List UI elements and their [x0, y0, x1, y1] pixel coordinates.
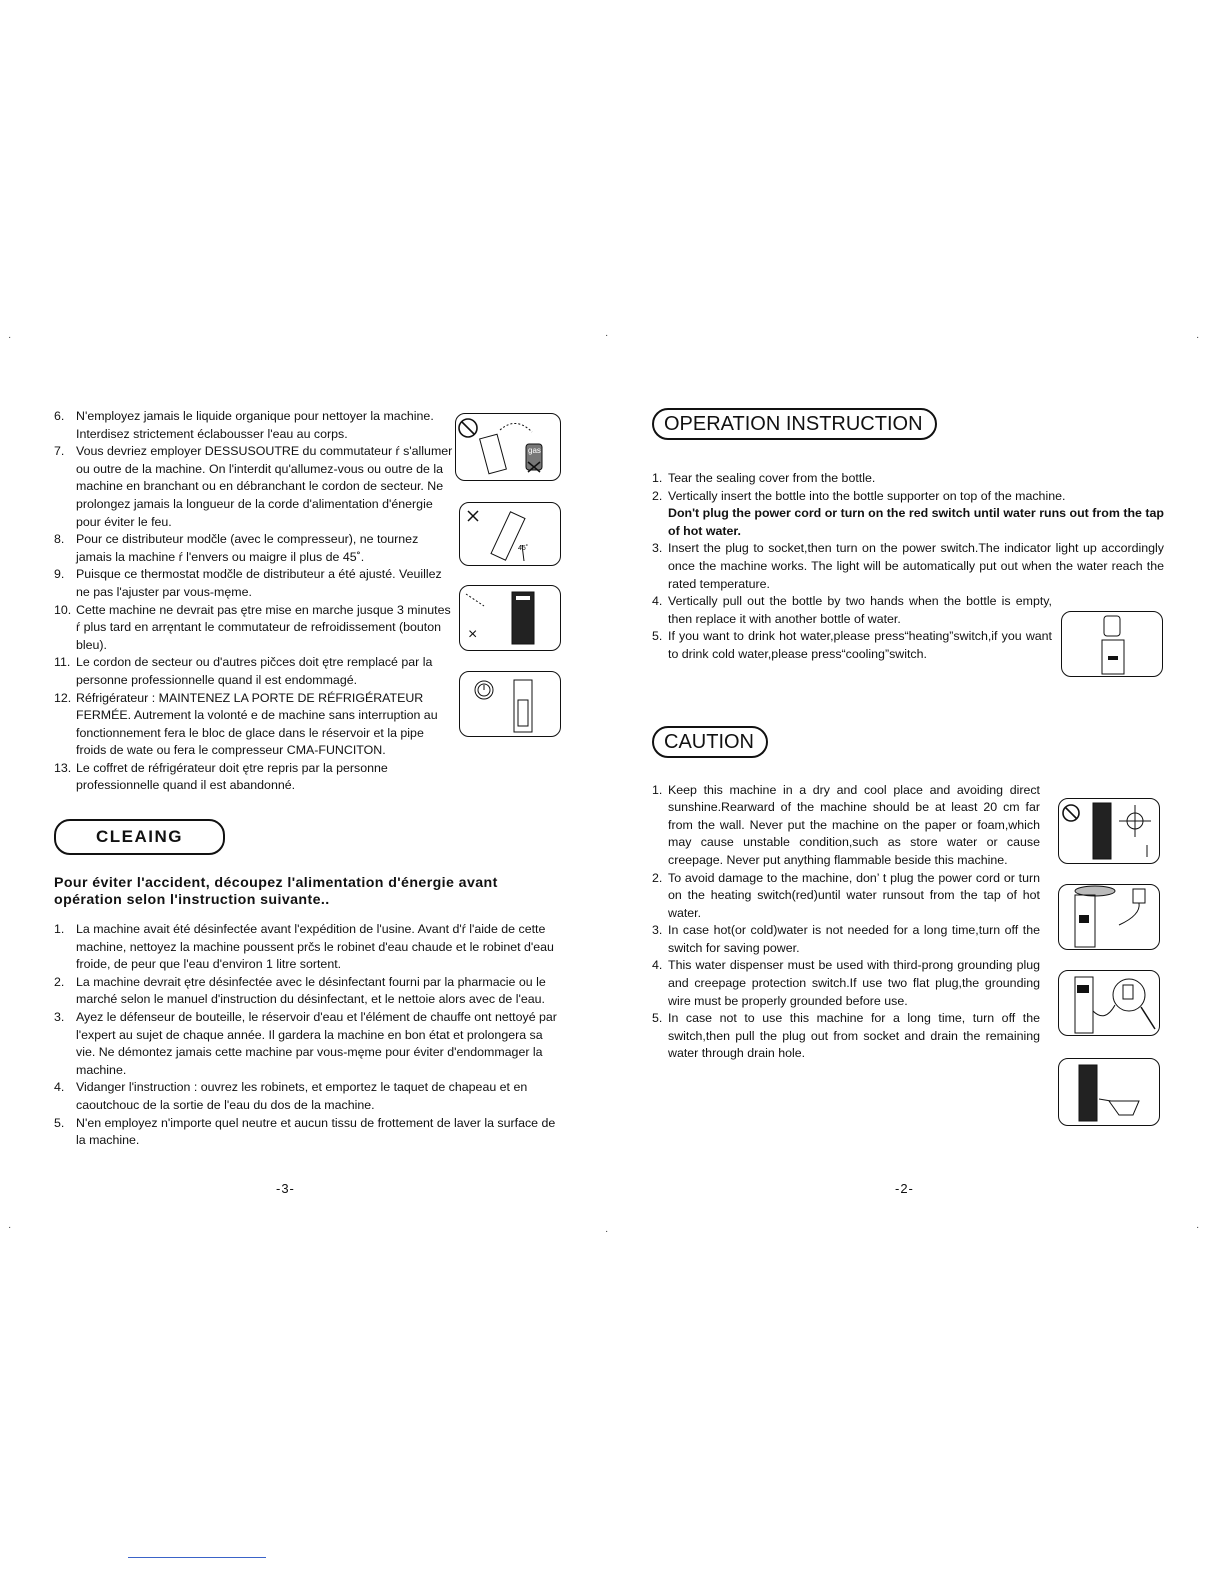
dispenser-bottle-icon: [1062, 612, 1162, 676]
list-item: 8. Pour ce distributeur modčle (avec le compresseur), ne tournez jamais la machine ŕ l'envers ou maigre il plus de 45˚.: [54, 532, 419, 564]
page-number-left: -3-: [276, 1181, 295, 1196]
list-item: 5. N'en employez n'importe quel neutre et aucun tissu de frottement de laver la surface de la machine.: [54, 1115, 556, 1148]
tilted-dispenser-icon: [460, 503, 560, 565]
plug-socket-icon: [1059, 885, 1159, 949]
crop-mark: ·: [8, 1222, 12, 1233]
list-item: 12. Réfrigérateur : MAINTENEZ LA PORTE DE RÉFRIGÉRATEUR FERMÉE. Autrement la volonté e de machine sans interruption au fonctionnement fera le bloc de glace dans le réservoir et la pipe froids de wate ou fera le compresseur CMA-FUNCITON.: [54, 690, 438, 758]
fridge-door-illustration: [459, 671, 561, 737]
crop-mark: ·: [1196, 332, 1200, 343]
caution-heading: CAUTION: [652, 726, 768, 758]
list-item: 2. Vertically insert the bottle into the bottle supporter on top of the machine. Don't plug the power cord or turn on the red switch until water runs out from the tap of hot water.: [652, 488, 1164, 538]
cross-mark: ×: [468, 626, 478, 643]
drain-bucket-icon: [1059, 1059, 1159, 1125]
no-tilt-illustration: [459, 502, 561, 566]
list-item: 1. La machine avait été désinfectée avant l'expédition de l'usine. Avant d'ŕ l'aide de cette machine, nettoyez la machine poussent prčs le robinet d'eau chaude et le robinet d'eau froide, de peur que l'eau d'environ 1 litre sortent.: [54, 922, 554, 972]
operation-warning: Don't plug the power cord or turn on the red switch until water runs out from the tap of hot water.: [668, 506, 1164, 538]
list-item: 6. N'employez jamais le liquide organique pour nettoyer la machine. Interdisez strictement éclabousser l'eau au corps.: [54, 409, 434, 441]
no-splash-icon: [456, 414, 560, 480]
list-item: 2. To avoid damage to the machine, don’ t plug the power cord or turn on the heating switch(red)until water runsout from the tap of hot water.: [652, 870, 1040, 920]
caution-heading-wrap: [652, 726, 1164, 758]
right-page: [652, 408, 1164, 1063]
no-sunshine-illustration: [1058, 798, 1160, 864]
list-item: 3. Ayez le défenseur de bouteille, le réservoir d'eau et l'élément de chauffe ont nettoyé par l'expert au sujet de chaque année. Il gardera la machine en bon état et prolongera sa vie. Ne démontez jamais cette machine par vous-męme pour éviter d'endommager la machine.: [54, 1010, 557, 1077]
list-item: 4. Vertically pull out the bottle by two hands when the bottle is empty, then replace it with another bottle of water.: [652, 594, 1052, 626]
cleaning-heading: CLEAING: [54, 819, 225, 855]
bottom-rule: [128, 1557, 266, 1558]
crop-mark: ·: [8, 332, 12, 343]
list-item: 10. Cette machine ne devrait pas ętre mise en marche jusque 3 minutes ŕ plus tard en arręntant le commutateur de refroidissement (bouton bleu).: [54, 602, 451, 652]
magnifier-plug-icon: [1059, 971, 1159, 1035]
no-splash-illustration: [455, 413, 561, 481]
cleaning-heading-wrap: [54, 819, 564, 855]
angle-label: 45˚: [518, 545, 529, 552]
list-item: 1. Tear the sealing cover from the bottle.: [652, 471, 876, 485]
drain-illustration: [1058, 1058, 1160, 1126]
list-item: 13. Le coffret de réfrigérateur doit ętre repris par la personne professionnelle quand il est abandonné.: [54, 760, 388, 793]
list-item: 5. If you want to drink hot water,please press“heating”switch,if you want to drink cold water,please press“cooling”switch.: [652, 629, 1052, 661]
restart-delay-illustration: [459, 585, 561, 651]
bottle-replace-illustration: [1061, 611, 1163, 677]
crop-mark: ·: [605, 330, 609, 341]
cleaning-list-fr: [54, 921, 564, 1150]
crop-mark: ·: [1196, 1222, 1200, 1233]
power-plug-illustration: [1058, 884, 1160, 950]
sun-dispenser-icon: [1059, 799, 1159, 863]
cleaning-intro: Pour éviter l'accident, découpez l'alimentation d'énergie avant opération selon l'instruction suivante..: [54, 875, 498, 909]
list-item: 4. This water dispenser must be used with third-prong grounding plug and creepage protection switch.If use two flat plug,the grounding wire must be properly grounded before use.: [652, 958, 1040, 1008]
list-item: 1. Keep this machine in a dry and cool place and avoiding direct sunshine.Rearward of the machine should be at least 20 cm far from the wall. Never put the machine on the paper or foam,which may cause unstable condition,such as store water or cause creepage. Never put anything flammable beside this machine.: [652, 782, 1040, 867]
list-item: 7. Vous devriez employer DESSUSOUTRE du commutateur ŕ s'allumer ou outre de la machine. On l'interdit qu'allumez-vous ou outre de la machine en branchant ou en débranchant le cordon de secteur. Ne prolongez jamais la longueur de la corde d'alimentation d'énergie pour éviter le feu.: [54, 444, 453, 529]
list-item: 5. In case not to use this machine for a long time, turn off the switch,then pull the plug out from socket and drain the remaining water through drain hole.: [652, 1011, 1040, 1061]
grounding-illustration: [1058, 970, 1160, 1036]
list-item: 11. Le cordon de secteur ou d'autres pičces doit ętre remplacé par la personne professionnelle quand il est endommagé.: [54, 655, 433, 687]
list-item: 3. Insert the plug to socket,then turn on the power switch.The indicator light up accordingly once the machine works. The light will be automatically put out when the water reach the rated temperature.: [652, 541, 1164, 591]
list-item: 9. Puisque ce thermostat modčle de distributeur a été ajusté. Veuillez ne pas l'ajuster par vous-męme.: [54, 567, 442, 599]
clock-dispenser-icon: [460, 672, 560, 736]
list-item: 2. La machine devrait ętre désinfectée avec le désinfectant fourni par la pharmacie ou le marché selon le manuel d'instruction du désinfectant, et le nettoie alors avec de l'eau.: [54, 974, 546, 1007]
operation-heading: OPERATION INSTRUCTION: [652, 408, 937, 440]
gas-label: gas: [528, 446, 541, 455]
list-item: 3. In case hot(or cold)water is not needed for a long time,turn off the switch for saving power.: [652, 923, 1040, 955]
caution-list: [652, 782, 1040, 1064]
page-number-right: -2-: [895, 1181, 914, 1196]
list-item: 4. Vidanger l'instruction : ouvrez les robinets, et emportez le taquet de chapeau et en caoutchouc de la sortie de l'eau du dos de la machine.: [54, 1080, 528, 1112]
crop-mark: ·: [605, 1226, 609, 1237]
